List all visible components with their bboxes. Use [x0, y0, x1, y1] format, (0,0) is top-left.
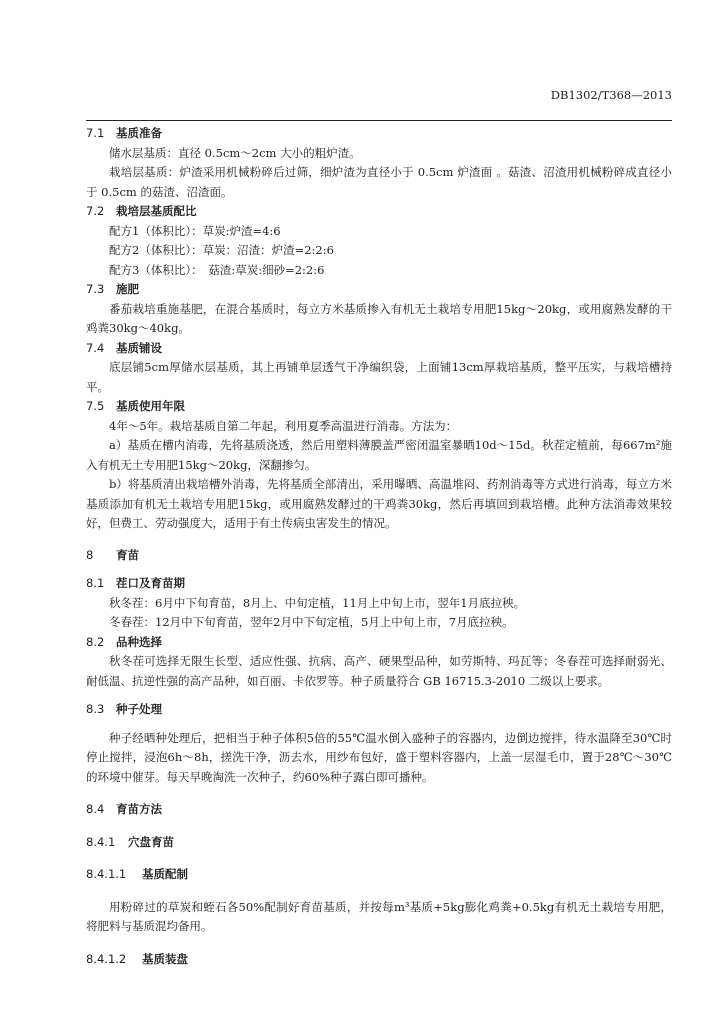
- heading-7-3: [86, 280, 672, 300]
- heading-8-1: [86, 574, 672, 594]
- heading-number: 7.4: [86, 340, 105, 355]
- heading-number: 8.1: [86, 576, 105, 590]
- formula-line: 配方3（体积比）： 菇渣:草炭:细砂=2:2:6: [109, 262, 325, 277]
- heading-title: 品种选择: [116, 634, 162, 649]
- heading-title: 穴盘育苗: [128, 834, 174, 849]
- heading-number: 8.2: [86, 634, 105, 649]
- heading-8-4: [86, 800, 672, 820]
- list-item-a: a）基质在槽内消毒，先将基质浇透，然后用塑料薄膜盖严密闭温室暴晒10d～15d。秋茬定植前，每667m²施入有机无土专用肥15kg～20kg，深翻掺匀。: [86, 438, 672, 472]
- heading-title: 茬口及育苗期: [116, 576, 185, 590]
- heading-title: 基质装盘: [142, 951, 188, 966]
- heading-7-5: [86, 397, 672, 417]
- document-code: DB1302/T368—2013: [550, 88, 672, 102]
- formula-line: 配方2（体积比）：草炭：沼渣：炉渣=2:2:6: [109, 243, 334, 257]
- header-rule: [86, 120, 672, 121]
- heading-7-2: [86, 202, 672, 222]
- heading-title: 基质准备: [116, 126, 162, 140]
- paragraph: 种子经晒种处理后，把相当于种子体积5倍的55℃温水倒入盛种子的容器内，边倒边搅拌，待水温降至30℃时停止搅拌，浸泡6h～8h，搓洗干净，沥去水，用纱布包好，盛于塑料容器内，上盖一层湿毛巾，置于28℃～30℃的环境中催芽。每天早晚淘洗一次种子，约60%种子露白即可播种。: [86, 730, 672, 784]
- heading-7-1: [86, 124, 672, 144]
- heading-title: 栽培层基质配比: [116, 204, 197, 218]
- heading-number: 8.4: [86, 802, 105, 816]
- list-item-b: b）将基质清出栽培槽外消毒，先将基质全部清出，采用曝晒、高温堆闷、药剂消毒等方式进行消毒，每立方米基质添加有机无土栽培专用肥15kg，或用腐熟发酵过的干鸡粪30kg，然后再填回到栽培槽。此种方法消毒效果较好，但费工、劳动强度大，适用于有土传病虫害发生的情况。: [86, 477, 672, 530]
- heading-8-4-1-1: [86, 865, 672, 885]
- heading-title: 基质铺设: [116, 340, 162, 355]
- heading-7-4: [86, 339, 672, 359]
- heading-number: 8.4.1.1: [86, 867, 127, 881]
- heading-8: [86, 546, 672, 566]
- paragraph: 4年～5年。栽培基质自第二年起，利用夏季高温进行消毒。方法为：: [109, 418, 458, 433]
- heading-number: 8.4.1: [86, 834, 116, 849]
- heading-number: 7.1: [86, 126, 105, 140]
- formula-line: 配方1（体积比）：草炭:炉渣=4:6: [109, 223, 281, 238]
- heading-number: 8: [86, 547, 94, 562]
- heading-number: 7.5: [86, 399, 105, 413]
- paragraph: 秋冬茬：6月中下旬育苗，8月上、中旬定植，11月上中旬上市，翌年1月底拉秧。: [109, 595, 526, 610]
- heading-number: 7.3: [86, 282, 105, 296]
- heading-number: 8.3: [86, 702, 105, 716]
- heading-title: 育苗方法: [116, 802, 162, 816]
- document-body: [86, 124, 672, 969]
- paragraph: 储水层基质：直径 0.5cm～2cm 大小的粗炉渣。: [109, 145, 361, 160]
- heading-number: 7.2: [86, 204, 105, 218]
- heading-title: 种子处理: [116, 702, 162, 716]
- heading-8-3: [86, 700, 672, 720]
- heading-number: 8.4.1.2: [86, 951, 127, 966]
- heading-title: 基质配制: [142, 867, 188, 881]
- heading-8-4-1: [86, 833, 672, 853]
- heading-8-4-1-2: [86, 950, 672, 970]
- heading-title: 施肥: [116, 282, 139, 296]
- paragraph: 冬春茬：12月中下旬育苗，翌年2月中下旬定植，5月上中旬上市，7月底拉秧。: [109, 615, 514, 629]
- heading-title: 基质使用年限: [116, 399, 185, 413]
- heading-8-2: [86, 633, 672, 653]
- paragraph: 番茄栽培重施基肥，在混合基质时，每立方米基质掺入有机无土栽培专用肥15kg～20kg，或用腐熟发酵的干鸡粪30kg～40kg。: [86, 301, 672, 335]
- paragraph: 用粉碎过的草炭和蛭石各50%配制好育苗基质，并按每m³基质+5kg膨化鸡粪+0.5kg有机无土栽培专用肥，将肥料与基质混均备用。: [86, 899, 672, 933]
- paragraph: 底层铺5cm厚储水层基质，其上再铺单层透气干净编织袋，上面铺13cm厚栽培基质，整平压实，与栽培槽持平。: [86, 360, 672, 394]
- paragraph: 栽培层基质：炉渣采用机械粉碎后过筛，细炉渣为直径小于 0.5cm 炉渣面 。菇渣、沼渣用机械粉碎成直径小于 0.5cm 的菇渣、沼渣面。: [86, 165, 672, 199]
- paragraph: 秋冬茬可选择无限生长型、适应性强、抗病、高产、硬果型品种，如劳斯特、玛瓦等；冬春茬可选择耐弱光、耐低温、抗逆性强的高产品种，如百丽、卡依罗等。种子质量符合 GB 16715.3-2010 二级以上要求。: [86, 654, 672, 688]
- heading-title: 育苗: [116, 547, 139, 562]
